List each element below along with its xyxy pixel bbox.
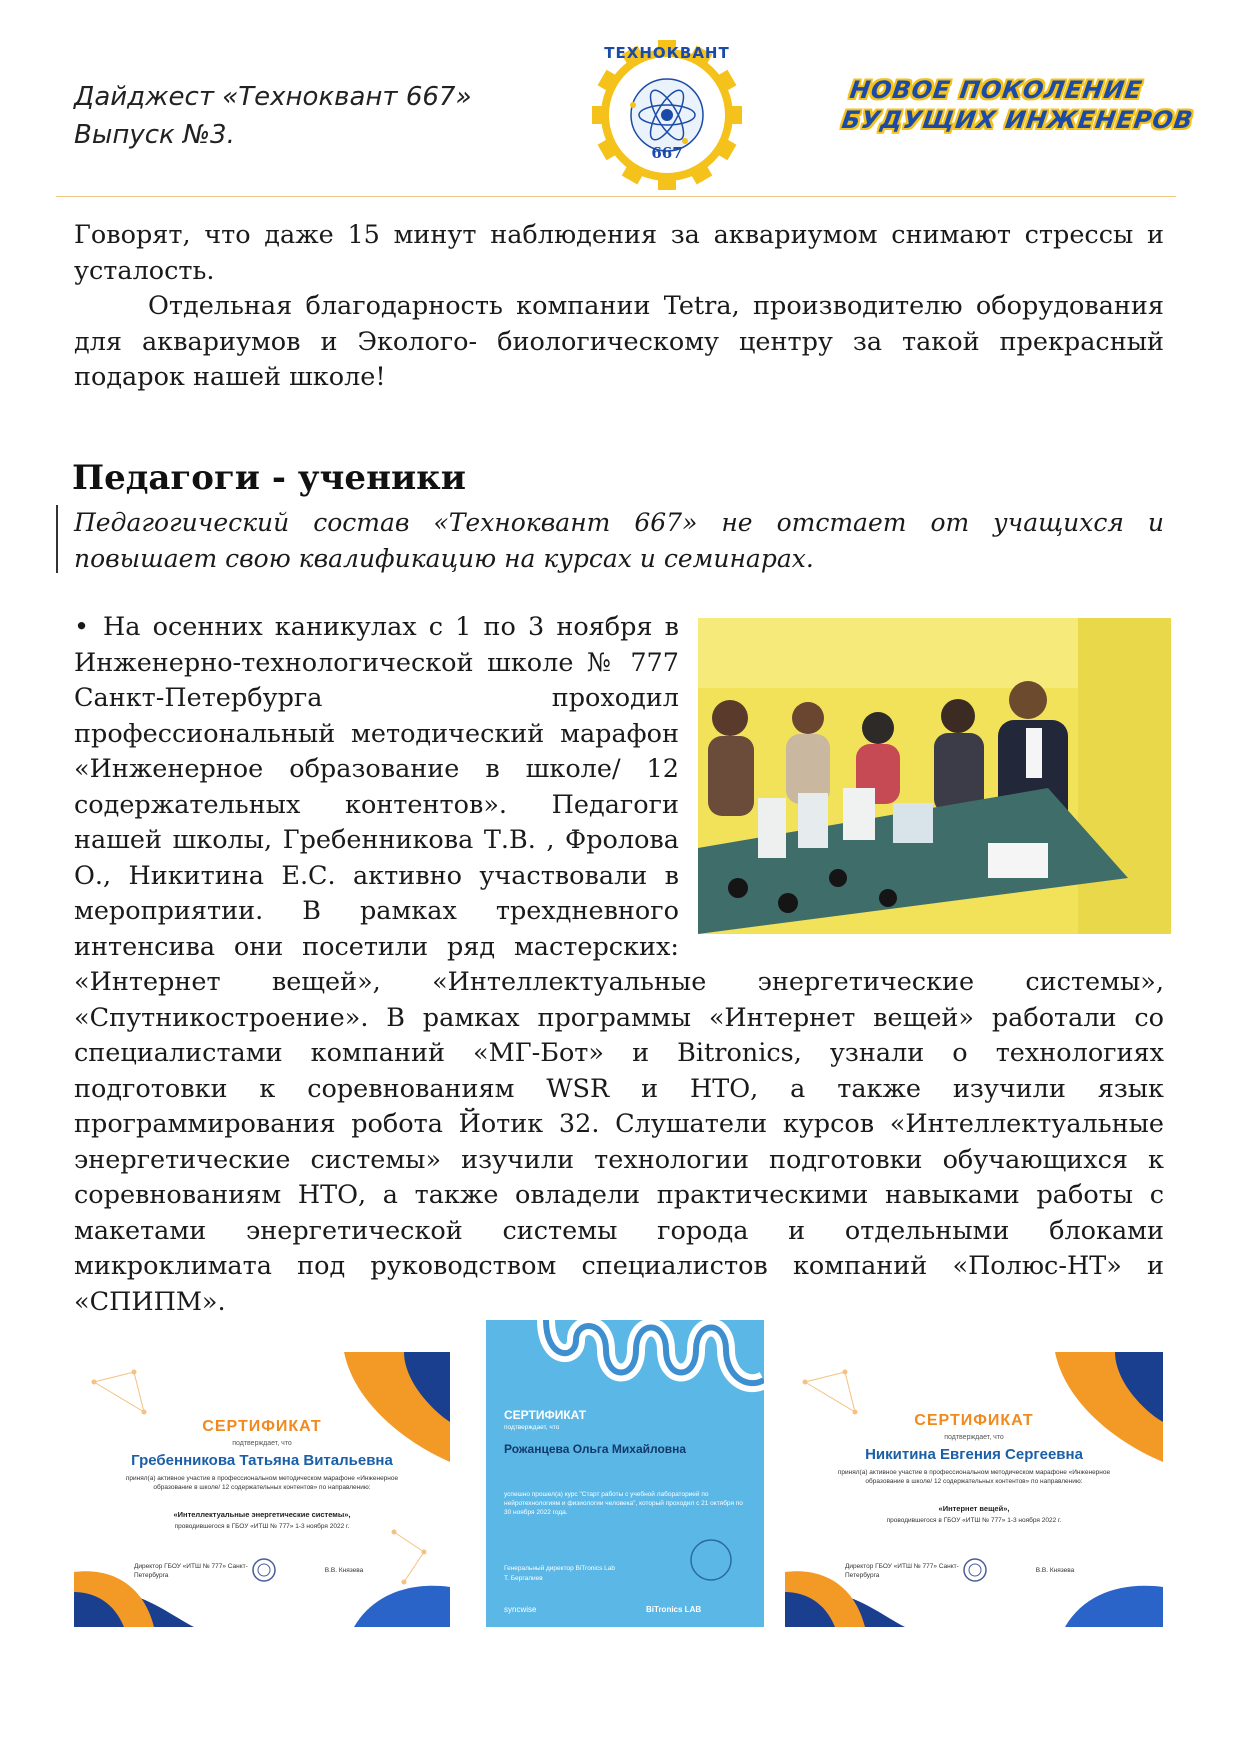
certificate-confirms: подтверждает, что (944, 1434, 1004, 1441)
technokvant-logo (592, 40, 742, 190)
certificate-topic: «Интернет вещей», (938, 1504, 1010, 1513)
certificate-name: Никитина Евгения Сергеевна (865, 1446, 1083, 1463)
article-body-continued: «Интернет вещей», «Интеллектуальные энергетические системы», «Спутникостроение». В рамках программы «Интернет вещей» работали со специалистами компаний «МГ-Бот» и Bitronics, узнали о технологиях подготовки к соревнованиям WSR и НТО, а также изучили язык программирования робота Йотик 32. Слушатели курсов «Интеллектуальные энергетические системы» изучили технологии подготовки обучающихся к соревнованиям НТО, а также овладели практическими навыками работы с макетами энергетической системы города и отдельными блоками микроклимата под руководством специалистов компаний «Полюс-НТ» и «СПИПМ». (74, 967, 1164, 1317)
article-body-column (74, 610, 679, 965)
intro-paragraph-2-text: Отдельная благодарность компании Tetra, производителю оборудования для аквариумов и Эколого- биологическому центру за такой прекрасный подарок нашей школе! (74, 291, 1164, 392)
body-line: • На осенних каникулах с 1 по 3 ноября в (74, 612, 679, 642)
section-heading: Педагоги - ученики (72, 458, 466, 498)
certificate-dates: проводившегося в ГБОУ «ИТШ № 777» 1-3 ноября 2022 г. (886, 1517, 1062, 1524)
body-line: О., Никитина Е.С. активно участвовали в (74, 860, 679, 891)
certificate-dates: проводившегося в ГБОУ «ИТШ № 777» 1-3 ноября 2022 г. (174, 1523, 350, 1530)
certificate-confirms: подтверждает, что (504, 1424, 560, 1431)
logo-number: 667 (651, 144, 683, 162)
slogan (840, 75, 1196, 135)
digest-title-line1: Дайджест «Техноквант 667» (74, 82, 472, 112)
certificate-title: СЕРТИФИКАТ (914, 1412, 1034, 1429)
seal-icon (252, 1558, 276, 1582)
body-line: нашей школы, Гребенникова Т.В. , Фролова (74, 825, 679, 855)
bullet: • (74, 612, 90, 642)
workshop-photo (698, 618, 1171, 934)
certificate-confirms: подтверждает, что (232, 1440, 292, 1447)
slogan-line2: БУДУЩИХ ИНЖЕНЕРОВ (840, 106, 1196, 134)
certificate-name: Гребенникова Татьяна Витальевна (131, 1452, 393, 1469)
workshop-photo-image (698, 618, 1171, 934)
certificate-name: Рожанцева Ольга Михайловна (504, 1442, 687, 1456)
certificate-title: СЕРТИФИКАТ (504, 1408, 587, 1422)
body-line: мероприятии. В рамках трехдневного (74, 896, 679, 926)
certificate-signer: В.В. Князева (324, 1567, 364, 1574)
seal-icon (963, 1558, 987, 1582)
certificate-text: принял(а) активное участие в профессиональном методическом марафоне «Инженерное образование в школе/ 12 содержательных контентов» по направлению: (837, 1469, 1111, 1485)
certificate-nikitina (785, 1352, 1163, 1627)
gear-logo-icon (592, 40, 742, 190)
intro-paragraph-1: Говорят, что даже 15 минут наблюдения за аквариумом снимают стрессы и усталость. (74, 220, 1164, 286)
certificate-decor-icon (785, 1352, 1163, 1627)
digest-issue-number: Выпуск №3. (74, 120, 235, 150)
body-line: «Инженерное образование в школе/ 12 (74, 754, 679, 784)
quote-bar (56, 505, 58, 573)
certificate-text: успешно прошел(а) курс "Старт работы с учебной лабораторией по нейротехнологиям и физиологии человека", который проходил с 21 октября по 30 ноября 2022 года. (504, 1491, 743, 1516)
section-lead-quote: Педагогический состав «Техноквант 667» не отстает от учащихся и повышает свою квалификацию на курсах и семинарах. (74, 508, 1164, 573)
certificate-text: принял(а) активное участие в профессиональном методическом марафоне «Инженерное образование в школе/ 12 содержательных контентов» по направлению: (125, 1475, 399, 1491)
body-line: содержательных контентов». Педагоги (74, 789, 679, 820)
certificate-director: Директор ГБОУ «ИТШ № 777» Санкт-Петербурга (845, 1563, 959, 1579)
certificate-signer: Т. Бергалиев (504, 1575, 543, 1582)
body-line: интенсива они посетили ряд мастерских: (74, 931, 679, 962)
certificate-grebennikova (74, 1352, 450, 1627)
syncwise-logo: syncwise (504, 1605, 537, 1614)
header-divider (56, 196, 1176, 197)
body-line: Санкт-Петербурга проходил (74, 683, 679, 713)
digest-title (74, 78, 472, 154)
certificate-director: Генеральный директор BiTronics Lab (504, 1565, 616, 1572)
certificate-rozhantseva (486, 1320, 764, 1627)
certificate-director: Директор ГБОУ «ИТШ № 777» Санкт-Петербурга (134, 1563, 248, 1579)
certificate-topic: «Интеллектуальные энергетические системы», (173, 1510, 351, 1519)
slogan-line1: НОВОЕ ПОКОЛЕНИЕ (848, 76, 1145, 104)
intro-paragraph-2 (74, 289, 1164, 396)
body-line: профессиональный методический марафон (74, 718, 679, 749)
logo-text: ТЕХНОКВАНТ (604, 44, 730, 62)
certificate-title: СЕРТИФИКАТ (202, 1418, 322, 1435)
bitronics-logo: BiTronics LAB (646, 1605, 702, 1614)
certificate-signer: В.В. Князева (1035, 1567, 1075, 1574)
body-line: Инженерно-технологической школе № 777 (74, 647, 679, 678)
